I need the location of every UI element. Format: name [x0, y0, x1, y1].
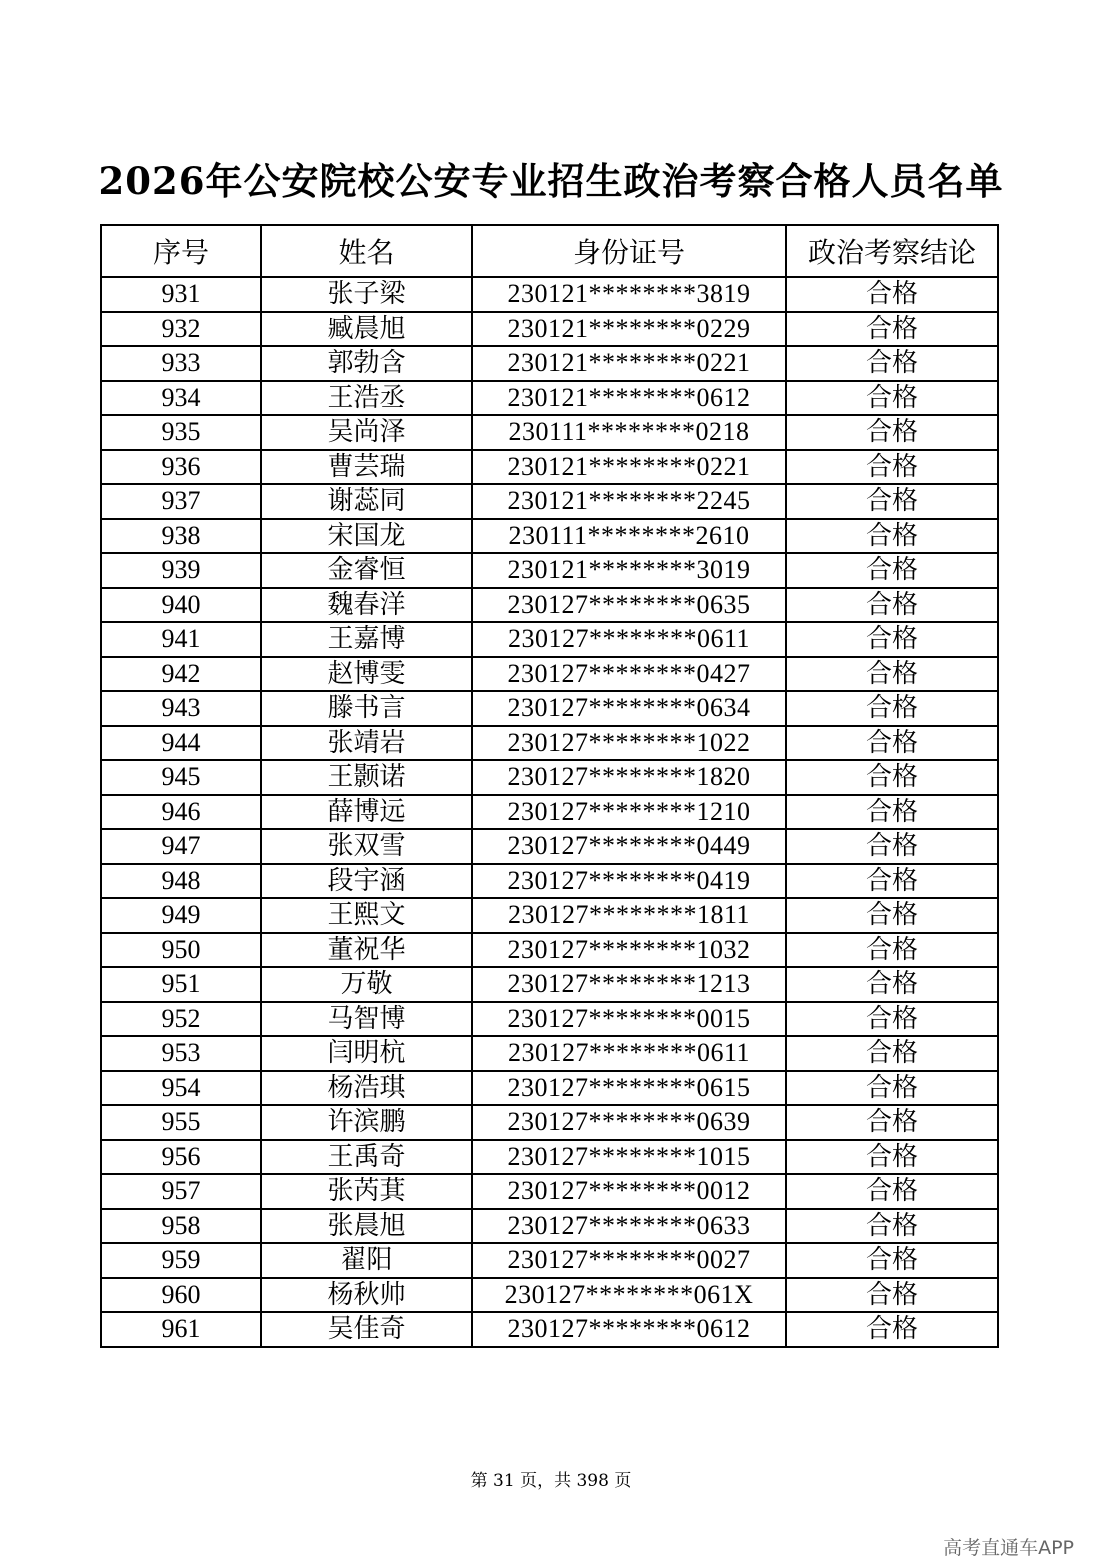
cell-name: 赵博雯 — [261, 657, 472, 692]
cell-id-number: 230127********0611 — [472, 1036, 786, 1071]
cell-serial: 942 — [101, 657, 261, 692]
table-row — [101, 1071, 998, 1106]
cell-serial: 934 — [101, 381, 261, 416]
cell-serial: 948 — [101, 864, 261, 899]
cell-id-number: 230127********0012 — [472, 1174, 786, 1209]
cell-id-number: 230127********1820 — [472, 760, 786, 795]
table-row — [101, 381, 998, 416]
cell-id-number: 230127********0611 — [472, 622, 786, 657]
watermark: 高考直通车APP — [943, 1537, 1074, 1559]
cell-serial: 946 — [101, 795, 261, 830]
cell-name: 金睿恒 — [261, 553, 472, 588]
cell-conclusion: 合格 — [786, 450, 998, 485]
cell-id-number: 230127********0427 — [472, 657, 786, 692]
cell-serial: 943 — [101, 691, 261, 726]
cell-serial: 953 — [101, 1036, 261, 1071]
cell-id-number: 230121********0612 — [472, 381, 786, 416]
cell-serial: 957 — [101, 1174, 261, 1209]
cell-id-number: 230121********2245 — [472, 484, 786, 519]
table-row — [101, 588, 998, 623]
cell-serial: 939 — [101, 553, 261, 588]
cell-serial: 956 — [101, 1140, 261, 1175]
table-row — [101, 864, 998, 899]
table-row — [101, 1105, 998, 1140]
cell-id-number: 230127********0612 — [472, 1312, 786, 1347]
table-row — [101, 346, 998, 381]
cell-id-number: 230121********0221 — [472, 346, 786, 381]
cell-conclusion: 合格 — [786, 1105, 998, 1140]
cell-serial: 961 — [101, 1312, 261, 1347]
cell-serial: 931 — [101, 277, 261, 312]
table-row — [101, 898, 998, 933]
table-row — [101, 1174, 998, 1209]
cell-name: 闫明杭 — [261, 1036, 472, 1071]
cell-id-number: 230127********0634 — [472, 691, 786, 726]
cell-conclusion: 合格 — [786, 1140, 998, 1175]
cell-id-number: 230127********1210 — [472, 795, 786, 830]
cell-name: 吴佳奇 — [261, 1312, 472, 1347]
header-name: 姓名 — [261, 225, 472, 277]
cell-conclusion: 合格 — [786, 1174, 998, 1209]
cell-serial: 950 — [101, 933, 261, 968]
cell-conclusion: 合格 — [786, 553, 998, 588]
cell-name: 董祝华 — [261, 933, 472, 968]
page-footer: 第 31 页，共 398 页 — [470, 1471, 632, 1491]
cell-conclusion: 合格 — [786, 622, 998, 657]
header-id-number: 身份证号 — [472, 225, 786, 277]
cell-name: 张芮萁 — [261, 1174, 472, 1209]
table-row — [101, 1209, 998, 1244]
cell-id-number: 230111********2610 — [472, 519, 786, 554]
cell-conclusion: 合格 — [786, 519, 998, 554]
cell-conclusion: 合格 — [786, 1071, 998, 1106]
cell-serial: 951 — [101, 967, 261, 1002]
cell-id-number: 230121********3019 — [472, 553, 786, 588]
cell-conclusion: 合格 — [786, 657, 998, 692]
cell-name: 臧晨旭 — [261, 312, 472, 347]
cell-conclusion: 合格 — [786, 1243, 998, 1278]
table-row — [101, 519, 998, 554]
table-row — [101, 1002, 998, 1037]
cell-id-number: 230111********0218 — [472, 415, 786, 450]
cell-name: 王颢诺 — [261, 760, 472, 795]
table-row — [101, 760, 998, 795]
cell-id-number: 230127********0639 — [472, 1105, 786, 1140]
cell-name: 马智博 — [261, 1002, 472, 1037]
cell-id-number: 230127********0449 — [472, 829, 786, 864]
cell-id-number: 230127********0615 — [472, 1071, 786, 1106]
cell-name: 杨浩琪 — [261, 1071, 472, 1106]
cell-conclusion: 合格 — [786, 1312, 998, 1347]
table-row — [101, 1243, 998, 1278]
table-row — [101, 450, 998, 485]
table-row — [101, 415, 998, 450]
roster-table — [100, 224, 999, 1348]
cell-name: 张靖岩 — [261, 726, 472, 761]
cell-name: 郭勃含 — [261, 346, 472, 381]
cell-conclusion: 合格 — [786, 898, 998, 933]
table-row — [101, 657, 998, 692]
cell-id-number: 230127********0633 — [472, 1209, 786, 1244]
cell-conclusion: 合格 — [786, 381, 998, 416]
cell-id-number: 230121********0221 — [472, 450, 786, 485]
cell-conclusion: 合格 — [786, 795, 998, 830]
cell-serial: 945 — [101, 760, 261, 795]
cell-name: 宋国龙 — [261, 519, 472, 554]
cell-serial: 949 — [101, 898, 261, 933]
cell-name: 许滨鹏 — [261, 1105, 472, 1140]
cell-name: 王嘉博 — [261, 622, 472, 657]
header-conclusion: 政治考察结论 — [786, 225, 998, 277]
cell-conclusion: 合格 — [786, 1209, 998, 1244]
table-row — [101, 829, 998, 864]
cell-conclusion: 合格 — [786, 864, 998, 899]
cell-id-number: 230127********1811 — [472, 898, 786, 933]
table-row — [101, 726, 998, 761]
cell-serial: 954 — [101, 1071, 261, 1106]
table-row — [101, 1140, 998, 1175]
cell-name: 吴尚泽 — [261, 415, 472, 450]
cell-conclusion: 合格 — [786, 829, 998, 864]
cell-name: 翟阳 — [261, 1243, 472, 1278]
cell-conclusion: 合格 — [786, 726, 998, 761]
cell-conclusion: 合格 — [786, 346, 998, 381]
cell-name: 曹芸瑞 — [261, 450, 472, 485]
cell-conclusion: 合格 — [786, 967, 998, 1002]
cell-name: 张子梁 — [261, 277, 472, 312]
cell-id-number: 230127********0015 — [472, 1002, 786, 1037]
cell-serial: 958 — [101, 1209, 261, 1244]
cell-serial: 933 — [101, 346, 261, 381]
cell-conclusion: 合格 — [786, 588, 998, 623]
cell-serial: 941 — [101, 622, 261, 657]
cell-conclusion: 合格 — [786, 691, 998, 726]
cell-serial: 932 — [101, 312, 261, 347]
cell-serial: 936 — [101, 450, 261, 485]
cell-serial: 937 — [101, 484, 261, 519]
table-row — [101, 1036, 998, 1071]
cell-serial: 947 — [101, 829, 261, 864]
table-row — [101, 622, 998, 657]
table-row — [101, 795, 998, 830]
cell-name: 谢蕊同 — [261, 484, 472, 519]
cell-conclusion: 合格 — [786, 277, 998, 312]
table-row — [101, 277, 998, 312]
cell-serial: 938 — [101, 519, 261, 554]
cell-name: 段宇涵 — [261, 864, 472, 899]
cell-serial: 960 — [101, 1278, 261, 1313]
cell-conclusion: 合格 — [786, 760, 998, 795]
cell-conclusion: 合格 — [786, 484, 998, 519]
cell-id-number: 230127********1213 — [472, 967, 786, 1002]
cell-conclusion: 合格 — [786, 415, 998, 450]
cell-id-number: 230127********0419 — [472, 864, 786, 899]
cell-serial: 935 — [101, 415, 261, 450]
cell-conclusion: 合格 — [786, 1002, 998, 1037]
table-row — [101, 967, 998, 1002]
cell-name: 魏春洋 — [261, 588, 472, 623]
cell-id-number: 230127********0635 — [472, 588, 786, 623]
table-body — [101, 277, 998, 1347]
cell-conclusion: 合格 — [786, 933, 998, 968]
cell-id-number: 230127********1022 — [472, 726, 786, 761]
cell-id-number: 230121********3819 — [472, 277, 786, 312]
cell-name: 薛博远 — [261, 795, 472, 830]
table-row — [101, 553, 998, 588]
cell-conclusion: 合格 — [786, 312, 998, 347]
cell-serial: 952 — [101, 1002, 261, 1037]
cell-id-number: 230127********1015 — [472, 1140, 786, 1175]
cell-name: 万敬 — [261, 967, 472, 1002]
cell-serial: 940 — [101, 588, 261, 623]
table-row — [101, 1312, 998, 1347]
cell-name: 王禹奇 — [261, 1140, 472, 1175]
cell-name: 王浩丞 — [261, 381, 472, 416]
cell-serial: 944 — [101, 726, 261, 761]
header-serial: 序号 — [101, 225, 261, 277]
cell-id-number: 230121********0229 — [472, 312, 786, 347]
table-row — [101, 691, 998, 726]
document-title: 2026年公安院校公安专业招生政治考察合格人员名单 — [98, 159, 1004, 203]
table-row — [101, 1278, 998, 1313]
cell-conclusion: 合格 — [786, 1036, 998, 1071]
cell-id-number: 230127********1032 — [472, 933, 786, 968]
cell-name: 张晨旭 — [261, 1209, 472, 1244]
cell-id-number: 230127********061X — [472, 1278, 786, 1313]
cell-name: 杨秋帅 — [261, 1278, 472, 1313]
cell-conclusion: 合格 — [786, 1278, 998, 1313]
cell-name: 王熙文 — [261, 898, 472, 933]
cell-name: 滕书言 — [261, 691, 472, 726]
table-header-row — [101, 225, 998, 277]
table-row — [101, 312, 998, 347]
table-row — [101, 484, 998, 519]
cell-id-number: 230127********0027 — [472, 1243, 786, 1278]
table-row — [101, 933, 998, 968]
cell-serial: 959 — [101, 1243, 261, 1278]
cell-serial: 955 — [101, 1105, 261, 1140]
cell-name: 张双雪 — [261, 829, 472, 864]
